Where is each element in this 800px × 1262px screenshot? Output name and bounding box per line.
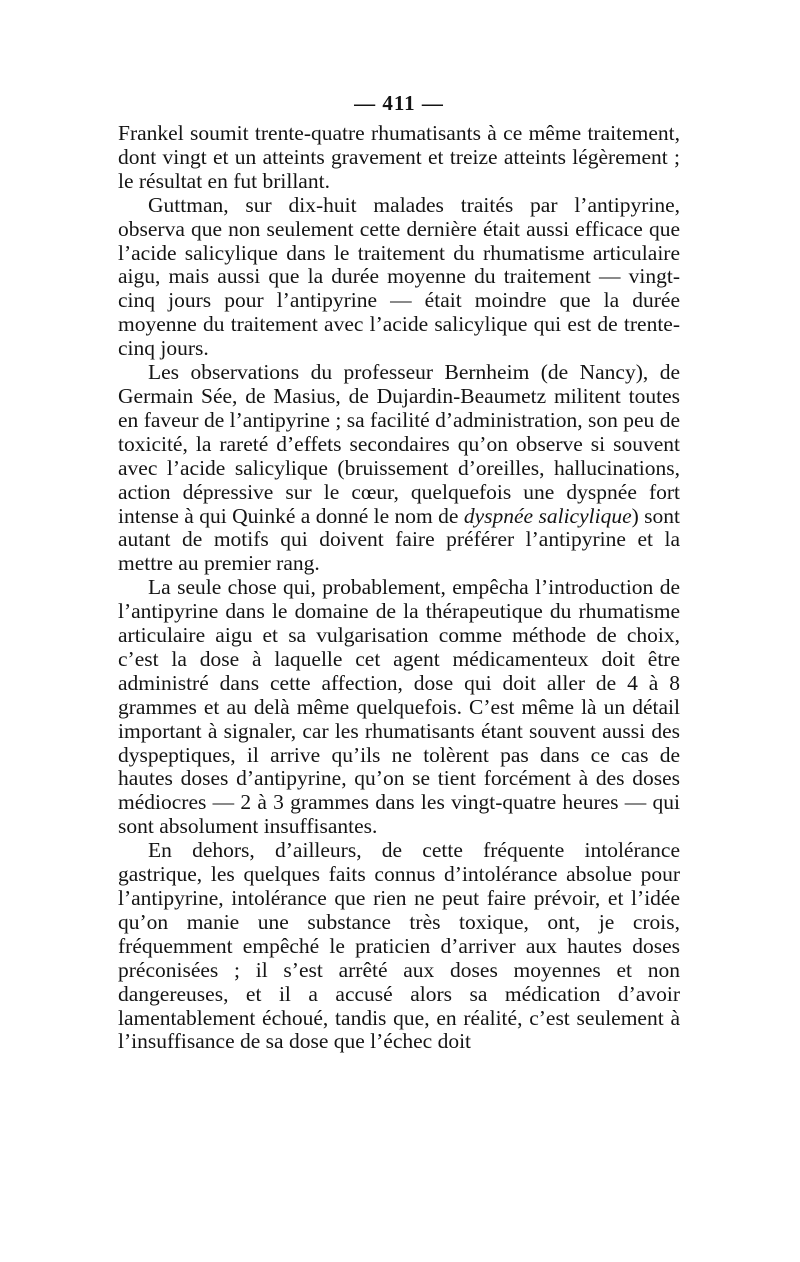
book-page xyxy=(118,84,680,1054)
paragraph-guttman: Guttman, sur dix-huit malades traités par l’antipyrine, observa que non seulement cette dernière était aussi efficace que l’acide salicylique dans le traitement du rhumatisme articulaire aigu, mais aussi que la durée moyenne du traitement — vingt-cinq jours pour l’antipyrine — était moindre que la durée moyenne du traitement avec l’acide salicylique qui est de trente-cinq jours. xyxy=(118,192,680,361)
paragraph-observations xyxy=(118,361,680,576)
dyspnee-salicylique-term: dyspnée salicylique xyxy=(463,503,632,528)
paragraph-observations-after: ) sont autant de motifs qui doivent faire préférer l’antipyrine et la mettre au premier rang. xyxy=(118,503,681,576)
paragraph-intolerance: En dehors, d’ailleurs, de cette fréquente intolérance gastrique, les quelques faits connus d’intolérance absolue pour l’antipyrine, intolérance que rien ne peut faire prévoir, et l’idée qu’on manie une substance très toxique, ont, je crois, fréquemment empêché le praticien d’arriver aux hautes doses préconisées ; il s’est arrêté aux doses moyennes et non dangereuses, et il a accusé alors sa médication d’avoir lamentablement échoué, tandis que, en réalité, c’est seulement à l’insuffisance de sa dose que l’échec doit xyxy=(118,838,680,1054)
paragraph-dose: La seule chose qui, probablement, empêcha l’introduction de l’antipyrine dans le domaine de la thérapeutique du rhumatisme articulaire aigu et sa vulgarisation comme méthode de choix, c’est la dose à laquelle cet agent médicamenteux doit être administré dans cette affection, dose qui doit aller de 4 à 8 grammes et au delà même quelquefois. C’est même là un détail important à signaler, car les rhumatisants étant souvent aussi des dyspeptiques, il arrive qu’ils ne tolèrent pas dans ce cas de hautes doses d’antipyrine, qu’on se tient forcément à des doses médiocres — 2 à 3 grammes dans les vingt-quatre heures — qui sont absolument insuffisantes. xyxy=(118,575,680,839)
page-number: — 411 — xyxy=(354,91,444,115)
paragraph-frankel: Frankel soumit trente-quatre rhumatisants à ce même traitement, dont vingt et un atteints gravement et treize atteints légèrement ; le résultat en fut brillant. xyxy=(118,121,680,193)
paragraph-observations-before: Les observations du professeur Bernheim (de Nancy), de Germain Sée, de Masius, de Dujardin-Beaumetz militent toutes en faveur de l’antipyrine ; sa facilité d’administration, son peu de toxicité, la rareté d’effets secondaires qu’on observe si souvent avec l’acide salicylique (bruissement d’oreilles, hallucinations, action dépressive sur le cœur, quelquefois une dyspnée fort intense à qui Quinké a donné le nom de xyxy=(118,360,680,528)
